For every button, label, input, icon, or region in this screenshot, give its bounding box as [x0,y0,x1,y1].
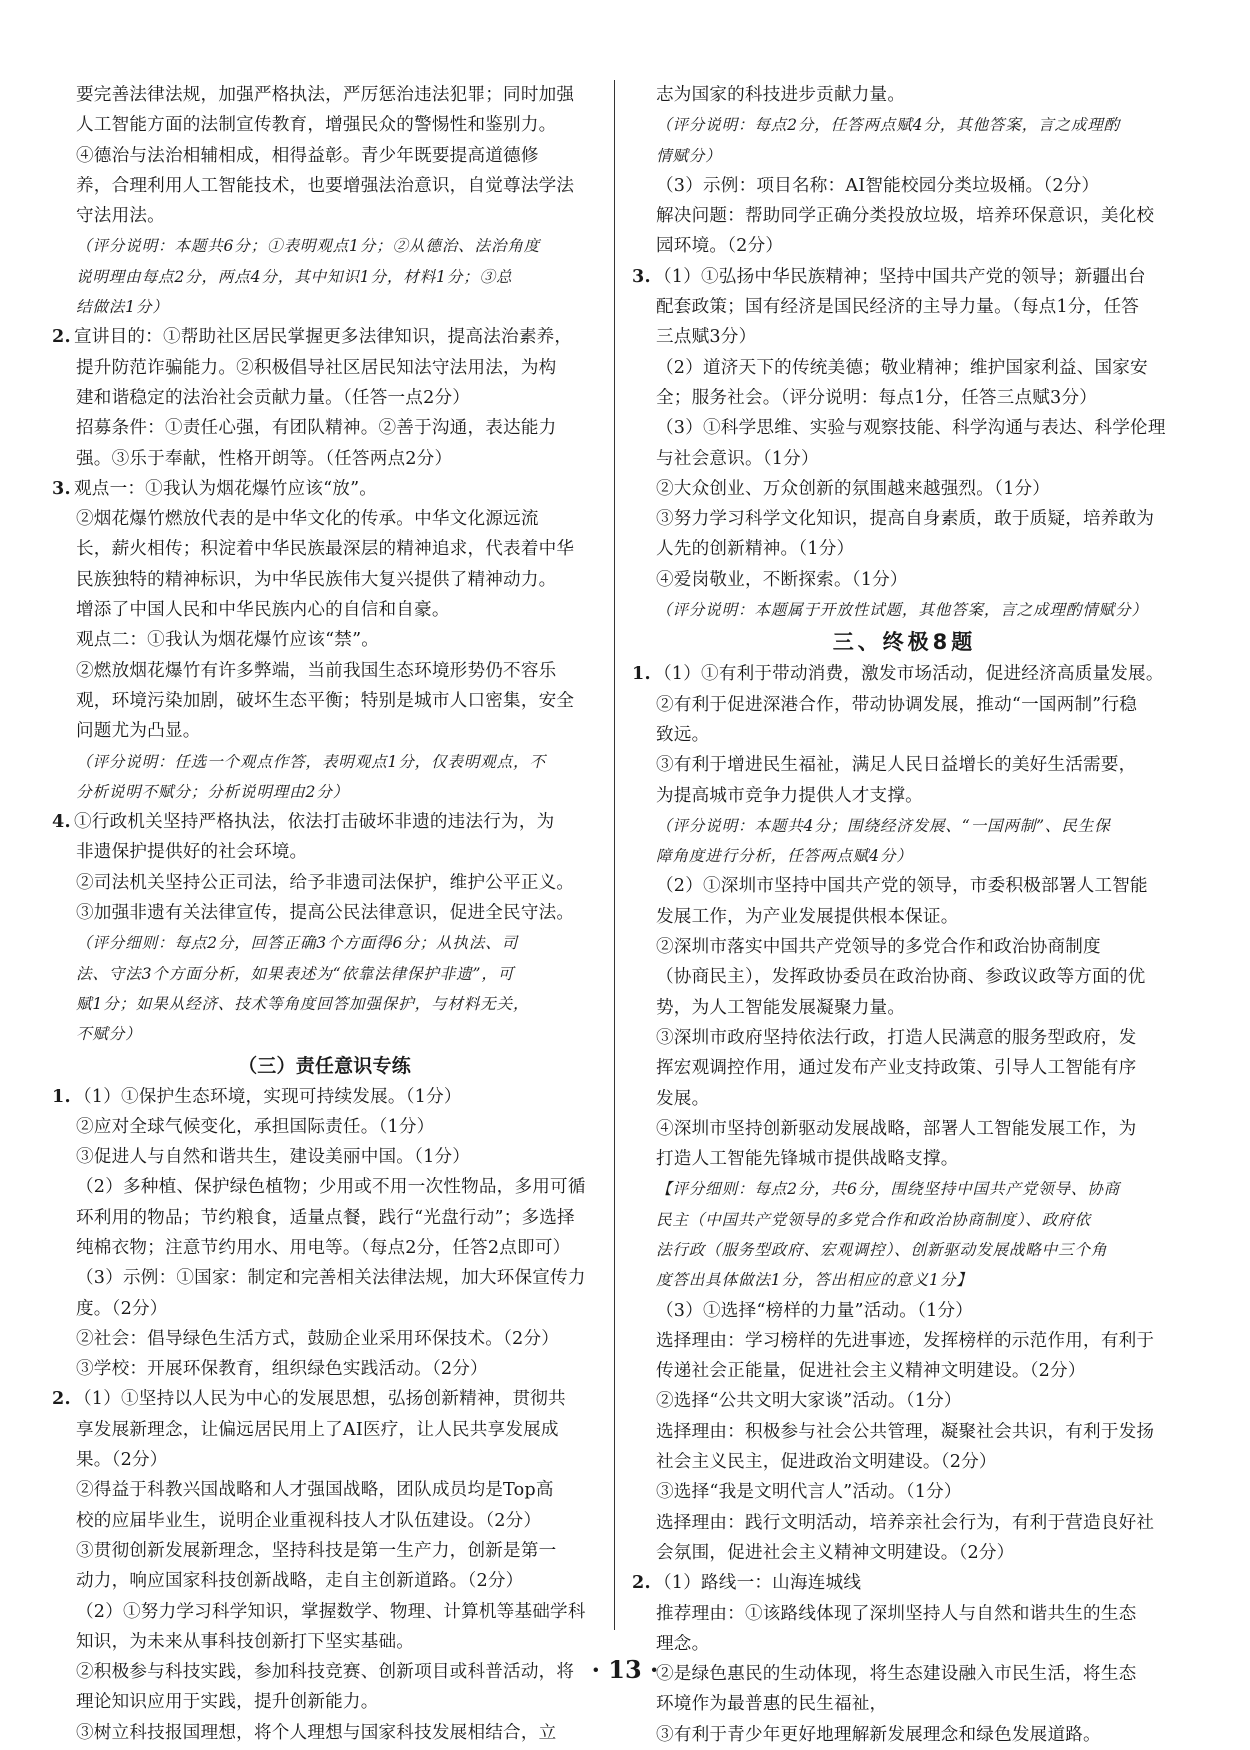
line-text: 理论知识应用于实践，提升创新能力。 [76,1692,379,1713]
question-number: 4. [52,811,71,833]
text-line [52,292,597,322]
line-text: 与社会意识。（1分） [656,448,819,469]
text-line [52,80,597,110]
line-text: 障角度进行分析，任答两点赋4分） [656,847,913,866]
text-line [52,1506,597,1536]
line-text: 全；服务社会。（评分说明：每点1分，任答三点赋3分） [656,387,1098,408]
text-line [52,1627,597,1657]
text-line [52,1172,597,1202]
text-line [52,1354,597,1384]
section-heading: （三）责任意识专练 [238,1054,411,1077]
line-text: 为提高城市竞争力提供人才支撑。 [656,785,923,806]
text-line [632,353,1177,383]
text-line [632,902,1177,932]
question-number: 1. [632,663,651,685]
line-text: 选择理由：践行文明活动，培养亲社会行为，有利于营造良好社 [656,1512,1155,1533]
line-text: ③学校：开展环保教育，组织绿色实践活动。（2分） [76,1359,488,1380]
line-text: 果。（2分） [76,1450,168,1471]
text-line [632,1538,1177,1568]
question-number: 2. [52,326,71,348]
line-text: （2）道济天下的传统美德；敬业精神；维护国家利益、国家安 [656,357,1148,378]
line-text: （评分说明：本题属于开放性试题，其他答案，言之成理酌情赋分） [656,601,1148,620]
text-line [52,1263,597,1293]
text-line [52,1233,597,1263]
line-text: 守法用法。 [76,206,165,227]
question-number: 2. [632,1572,651,1594]
right-column [632,80,1177,1750]
text-line [632,413,1177,443]
text-line [52,413,597,443]
line-text: 享发展新理念，让偏远居民用上了AI医疗，让人民共享发展成 [76,1419,559,1440]
text-line [632,534,1177,564]
line-text: ②社会：倡导绿色生活方式，鼓励企业采用环保技术。（2分） [76,1328,560,1349]
text-line [632,1144,1177,1174]
line-text: 观点一：①我认为烟花爆竹应该“放”。 [74,478,378,499]
text-line [632,1265,1177,1295]
text-line [632,474,1177,504]
line-text: 民族独特的精神标识，为中华民族伟大复兴提供了精神动力。 [76,569,557,590]
line-text: ②得益于科教兴国战略和人才强国战略，团队成员均是Top高 [76,1480,554,1501]
line-text: 说明理由每点2分，两点4分，其中知识1分，材料1分；③总 [76,267,513,286]
text-line [52,1112,597,1142]
text-line [632,1114,1177,1144]
line-text: ①行政机关坚持严格执法，依法打击破坏非遗的违法行为，为 [74,812,555,833]
text-line [632,1205,1177,1235]
line-text: 建和谐稳定的法治社会贡献力量。（任答一点2分） [76,387,471,408]
line-text: 环境作为最普惠的民生福祉， [656,1694,888,1715]
text-line [52,171,597,201]
line-text: 会氛围，促进社会主义精神文明建设。（2分） [656,1542,1015,1563]
line-text: ④爱岗敬业，不断探索。（1分） [656,569,908,590]
line-text: （1）①有利于带动消费，激发市场活动，促进经济高质量发展。 [654,664,1164,685]
line-text: ②烟花爆竹燃放代表的是中华文化的传承。中华文化源远流 [76,509,539,530]
line-text: ②有利于促进深港合作，带动协调发展，推动“一国两制”行稳 [656,694,1138,715]
line-text: 知识，为未来从事科技创新打下坚实基础。 [76,1631,415,1652]
text-line [52,110,597,140]
text-line [632,690,1177,720]
line-text: （协商民主），发挥政协委员在政治协商、参政议政等方面的优 [656,967,1146,988]
line-text: 结做法1分） [76,298,169,317]
text-line [52,565,597,595]
line-text: ③贯彻创新发展新理念，坚持科技是第一生产力，创新是第一 [76,1540,557,1561]
line-text: 志为国家的科技进步贡献力量。 [656,85,906,105]
text-line [632,383,1177,413]
line-text: ②选择“公共文明大家谈”活动。（1分） [656,1391,962,1412]
text-line [52,777,597,807]
line-text: ②积极参与科技实践，参加科技竞赛、创新项目或科普活动，将 [76,1662,575,1683]
line-text: ②司法机关坚持公正司法，给予非遗司法保护，维护公平正义。 [76,872,575,893]
line-text: 度答出具体做法1分，答出相应的意义1分】 [656,1271,973,1290]
text-line [632,750,1177,780]
question-number: 2. [52,1388,71,1410]
text-line [52,716,597,746]
line-text: 挥宏观调控作用，通过发布产业支持政策、引导人工智能有序 [656,1058,1137,1079]
text-line [632,1326,1177,1356]
text-line [632,322,1177,352]
text-line [52,534,597,564]
text-line [52,231,597,261]
text-line [632,1386,1177,1416]
line-text: 民主（中国共产党领导的多党合作和政治协商制度）、政府依 [656,1210,1091,1229]
text-line [632,1235,1177,1265]
line-text: ③促进人与自然和谐共生，建设美丽中国。（1分） [76,1147,471,1168]
text-line [632,1084,1177,1114]
line-text: 环利用的物品；节约粮食，适量点餐，践行“光盘行动”；多选择 [76,1207,575,1228]
text-line [52,989,597,1019]
line-text: （1）①坚持以人民为中心的发展思想，弘扬创新精神，贯彻共 [74,1389,566,1410]
line-text: 发展工作，为产业发展提供根本保证。 [656,906,959,927]
line-text: （评分说明：本题共4分；围绕经济发展、“一国两制”、民生保 [656,816,1111,835]
text-line [632,1568,1177,1598]
text-line [52,807,597,837]
text-line [52,837,597,867]
text-line [632,871,1177,901]
line-text: 不赋分） [76,1025,142,1044]
text-line [632,1599,1177,1629]
text-line [632,1296,1177,1326]
line-text: 配套政策；国有经济是国民经济的主导力量。（每点1分，任答 [656,297,1140,318]
text-line [632,1174,1177,1204]
text-line [632,231,1177,261]
text-line [52,1142,597,1172]
text-line [52,1203,597,1233]
line-text: 要完善法律法规，加强严格执法，严厉惩治违法犯罪；同时加强 [76,85,575,105]
line-text: 观，环境污染加剧，破坏生态平衡；特别是城市人口密集，安全 [76,690,575,711]
text-line [52,1536,597,1566]
text-line [632,932,1177,962]
text-line [52,1294,597,1324]
line-text: ③选择“我是文明代言人”活动。（1分） [656,1482,962,1503]
line-text: 选择理由：学习榜样的先进事迹，发挥榜样的示范作用，有利于 [656,1330,1155,1351]
text-line [632,1477,1177,1507]
line-text: 理念。 [656,1633,710,1654]
text-line [632,171,1177,201]
text-line [632,201,1177,231]
line-text: 推荐理由：①该路线体现了深圳坚持人与自然和谐共生的生态 [656,1603,1137,1624]
line-text: ③深圳市政府坚持依法行政，打造人民满意的服务型政府，发 [656,1027,1137,1048]
line-text: 三点赋3分） [656,327,757,348]
line-text: 打造人工智能先锋城市提供战略支撑。 [656,1149,959,1170]
line-text: ③努力学习科学文化知识，提高自身素质，敢于质疑，培养敢为 [656,509,1155,530]
line-text: （2）①努力学习科学知识，掌握数学、物理、计算机等基础学科 [76,1601,586,1622]
line-text: 人先的创新精神。（1分） [656,539,855,560]
line-text: 致远。 [656,724,710,745]
line-text: （3）①科学思维、实验与观察技能、科学沟通与表达、科学伦理 [656,418,1166,439]
line-text: （1）路线一：山海连城线 [654,1573,862,1594]
line-text: ②应对全球气候变化，承担国际责任。（1分） [76,1116,435,1137]
line-text: 动力，响应国家科技创新战略，走自主创新道路。（2分） [76,1571,524,1592]
text-line [52,353,597,383]
column-divider [614,80,615,1630]
line-text: 增添了中国人民和中华民族内心的自信和自豪。 [76,600,450,621]
text-line [632,1720,1177,1750]
text-line [632,1356,1177,1386]
line-text: 校的应届毕业生，说明企业重视科技人才队伍建设。（2分） [76,1510,542,1531]
line-text: ②大众创业、万众创新的氛围越来越强烈。（1分） [656,478,1051,499]
line-text: 园环境。（2分） [656,236,784,257]
text-line [632,262,1177,292]
question-number: 3. [632,265,651,287]
section-heading: 三、终极8题 [832,630,977,655]
text-line [52,1566,597,1596]
line-text: 选择理由：积极参与社会公共管理，凝聚社会共识，有利于发扬 [656,1421,1155,1442]
line-text: ③树立科技报国理想，将个人理想与国家科技发展相结合，立 [76,1722,557,1743]
line-text: 提升防范诈骗能力。②积极倡导社区居民知法守法用法，为构 [76,357,557,378]
line-text: 长，薪火相传；积淀着中华民族最深层的精神追求，代表着中华 [76,539,575,560]
line-text: 纯棉衣物；注意节约用水、用电等。（每点2分，任答2点即可） [76,1237,571,1258]
text-line [52,322,597,352]
text-line [52,1384,597,1414]
line-text: （评分细则：每点2分，回答正确3个方面得6分；从执法、司 [76,934,519,953]
question-number: 1. [52,1085,71,1107]
line-text: 人工智能方面的法制宣传教育，增强民众的警惕性和鉴别力。 [76,115,557,136]
line-text: ②燃放烟花爆竹有许多弊端，当前我国生态环境形势仍不容乐 [76,660,557,681]
line-text: （3）①选择“榜样的力量”活动。（1分） [656,1300,974,1321]
text-line [52,1415,597,1445]
line-text: 【评分细则：每点2分，共6分，围绕坚持中国共产党领导、协商 [656,1180,1121,1199]
page-number: · 13 · [591,1655,659,1684]
line-text: 发展。 [656,1088,710,1109]
text-line [632,141,1177,171]
text-line [632,565,1177,595]
line-text: （评分说明：每点2分，任答两点赋4分，其他答案，言之成理酌 [656,116,1121,135]
line-text: 分析说明不赋分；分析说明理由2分） [76,782,350,801]
text-line [52,1445,597,1475]
text-line [52,1597,597,1627]
text-line [632,1447,1177,1477]
line-text: ③有利于增进民生福祉，满足人民日益增长的美好生活需要， [656,755,1137,776]
text-line [52,201,597,231]
left-column [52,80,597,1748]
text-line [632,962,1177,992]
text-line [632,841,1177,871]
text-line [52,898,597,928]
line-text: ④德治与法治相辅相成，相得益彰。青少年既要提高道德修 [76,145,539,166]
question-number: 3. [52,477,71,499]
line-text: ③加强非遗有关法律宣传，提高公民法律意识，促进全民守法。 [76,903,575,924]
text-line [632,720,1177,750]
line-text: 度。（2分） [76,1298,168,1319]
text-line [52,1718,597,1748]
text-line [632,110,1177,140]
line-text: （3）示例：①国家：制定和完善相关法律法规，加大环保宣传力 [76,1268,586,1289]
line-text: 法、守法3个方面分析，如果表述为“依靠法律保护非遗”，可 [76,964,515,983]
line-text: 情赋分） [656,146,722,165]
text-line [632,781,1177,811]
text-line [52,262,597,292]
line-text: （2）①深圳市坚持中国共产党的领导，市委积极部署人工智能 [656,876,1148,897]
text-line [52,1019,597,1049]
text-line [52,1082,597,1112]
text-line [632,1508,1177,1538]
text-line [52,141,597,171]
line-text: 招募条件：①责任心强，有团队精神。②善于沟通，表达能力 [76,418,557,439]
text-line [632,1689,1177,1719]
text-line [52,959,597,989]
line-text: （2）多种植、保护绿色植物；少用或不用一次性物品，多用可循 [76,1177,586,1198]
text-line [632,595,1177,625]
text-line [52,625,597,655]
text-line [52,868,597,898]
text-line [632,659,1177,689]
line-text: 解决问题：帮助同学正确分类投放垃圾，培养环保意识，美化校 [656,206,1155,227]
text-line [632,80,1177,110]
line-text: 社会主义民主，促进政治文明建设。（2分） [656,1452,997,1473]
line-text: ②是绿色惠民的生动体现，将生态建设融入市民生活，将生态 [656,1664,1137,1685]
text-line [632,1417,1177,1447]
text-line [52,747,597,777]
text-line [52,474,597,504]
text-line [52,1324,597,1354]
line-text: 势，为人工智能发展凝聚力量。 [656,997,906,1018]
text-line [52,686,597,716]
line-text: （1）①保护生态环境，实现可持续发展。（1分） [74,1086,462,1107]
line-text: ④深圳市坚持创新驱动发展战略，部署人工智能发展工作，为 [656,1118,1137,1139]
text-line [632,1023,1177,1053]
line-text: 强。③乐于奉献，性格开朗等。（任答两点2分） [76,448,453,469]
text-line [632,993,1177,1023]
text-line [52,383,597,413]
line-text: 问题尤为凸显。 [76,721,201,742]
line-text: （评分说明：任选一个观点作答，表明观点1分，仅表明观点，不 [76,752,546,771]
text-line [632,811,1177,841]
line-text: ②深圳市落实中国共产党领导的多党合作和政治协商制度 [656,937,1101,958]
text-line [52,1687,597,1717]
line-text: （1）①弘扬中华民族精神；坚持中国共产党的领导；新疆出台 [654,266,1146,287]
text-line [52,656,597,686]
line-text: 宣讲目的：①帮助社区居民掌握更多法律知识，提高法治素养， [74,327,573,348]
line-text: 传递社会正能量，促进社会主义精神文明建设。（2分） [656,1361,1086,1382]
line-text: 法行政（服务型政府、宏观调控）、创新驱动发展战略中三个角 [656,1240,1108,1259]
text-line [632,444,1177,474]
text-line [52,1475,597,1505]
line-text: （3）示例：项目名称：AI智能校园分类垃圾桶。（2分） [656,175,1100,196]
line-text: 非遗保护提供好的社会环境。 [76,842,308,863]
text-line [632,1053,1177,1083]
text-line [632,292,1177,322]
text-line [52,504,597,534]
line-text: 养，合理利用人工智能技术，也要增强法治意识，自觉尊法学法 [76,175,575,196]
line-text: 观点二：①我认为烟花爆竹应该“禁”。 [76,630,380,651]
text-line [52,595,597,625]
text-line [632,504,1177,534]
line-text: （评分说明：本题共6分；①表明观点1分；②从德治、法治角度 [76,237,541,256]
text-line [52,444,597,474]
line-text: 赋1分；如果从经济、技术等角度回答加强保护，与材料无关， [76,994,530,1013]
text-line [52,928,597,958]
line-text: ③有利于青少年更好地理解新发展理念和绿色发展道路。 [656,1724,1101,1745]
